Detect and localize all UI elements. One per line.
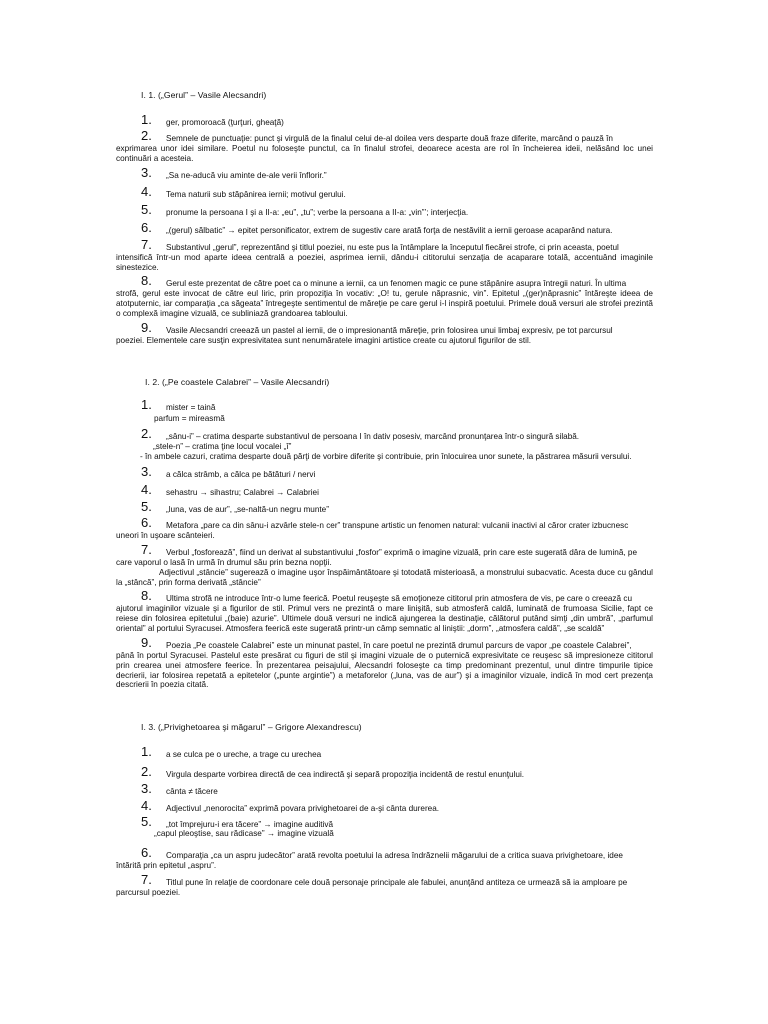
item-number: 3. bbox=[141, 781, 152, 796]
item-text: „sânu-i” – cratima desparte substantivul de persoana I în dativ posesiv, marcând pronunţarea într-o singură silabă. bbox=[166, 432, 580, 441]
item-number: 5. bbox=[141, 499, 152, 514]
item-number: 1. bbox=[141, 112, 152, 127]
item-text: a se culca pe o ureche, a trage cu urechea bbox=[166, 750, 322, 759]
item-text: „tot împrejuru-i era tăcere” → imagine auditivă bbox=[166, 820, 334, 829]
item-text: Poezia „Pe coastele Calabrei” este un minunat pastel, în care poetul ne prezintă drumul parcurs de vapor „pe coastele Calabrei”, bbox=[166, 641, 632, 650]
item-number: 8. bbox=[141, 588, 152, 603]
item-number: 6. bbox=[141, 515, 152, 530]
item-number: 2. bbox=[141, 764, 152, 779]
item-number: 7. bbox=[141, 872, 152, 887]
item-number: 4. bbox=[141, 798, 152, 813]
item-text-continued: întărită prin epitetul „aspru”. bbox=[116, 861, 217, 870]
item-number: 9. bbox=[141, 320, 152, 335]
item-number: 8. bbox=[141, 273, 152, 288]
item-text-continued: poeziei. Elementele care susţin expresivitatea sunt nenumăratele imagini artistice create cu ajutorul figurilor de stil. bbox=[116, 336, 532, 345]
item-text: Virgula desparte vorbirea directă de cea indirectă şi separă propoziţia incidentă de restul enunţului. bbox=[166, 770, 525, 779]
item-text: Tema naturii sub stăpânirea iernii; motivul gerului. bbox=[166, 190, 346, 199]
item-text: „Sa ne-aducă viu aminte de-ale verii înflorir.” bbox=[166, 171, 327, 180]
item-text-continued: Adjectivul „stâncie” sugerează o imagine uşor înspăimântătoare şi totodată misterioasă, a monstrului subacvatic. Acesta duce cu gândul la „stâncă”, prin forma derivată „stâncie” bbox=[116, 568, 653, 587]
item-text: a călca strâmb, a călca pe bătături / nervi bbox=[166, 470, 316, 479]
section-heading: I. 3. („Privighetoarea şi măgarul” – Grigore Alexandrescu) bbox=[141, 722, 362, 732]
item-text: Titlul pune în relaţie de coordonare cele două personaje principale ale fabulei, anunţând antiteza ce urmează să ia amploare pe bbox=[166, 878, 628, 887]
item-text: Semnele de punctuaţie: punct şi virgulă de la finalul celui de-al doilea vers desparte două fraze diferite, marcând o pauză în bbox=[166, 134, 613, 143]
item-number: 6. bbox=[141, 845, 152, 860]
item-text: sehastru → sihastru; Calabrei → Calabriei bbox=[166, 488, 319, 497]
item-extra-line: „capul pleoştise, sau rădicase” → imagine vizuală bbox=[154, 829, 334, 838]
item-number: 4. bbox=[141, 184, 152, 199]
item-number: 7. bbox=[141, 542, 152, 557]
item-number: 1. bbox=[141, 744, 152, 759]
item-number: 1. bbox=[141, 397, 152, 412]
item-number: 9. bbox=[141, 635, 152, 650]
item-text: Ultima strofă ne introduce într-o lume feerică. Poetul reuşeşte să emoţioneze cititorul prin atmosfera de vis, pe care o creează cu bbox=[166, 594, 632, 603]
item-text-continued: exprimarea unor idei similare. Poetul nu foloseşte punctul, ca în finalul strofei, deoarece acesta are rol în încheierea ideii, nelăsând loc unei continuări a acesteia. bbox=[116, 144, 653, 163]
item-text: Metafora „pare ca din sânu-i azvârle stele-n cer” transpune artistic un fenomen natural: vulcanii inactivi al căror crater izbucnesc bbox=[166, 521, 629, 530]
item-text-continued: ajutorul imaginilor vizuale şi a figurilor de stil. Primul vers ne prezintă o mare linişită, sub atmosferă caldă, luminată de frumoasa Sicilie, fapt ce reiese din folosirea epitetului „(baie) azurie”. Ultimele două versuri ne indică ajungerea la destinaţie, călătorul putând simţi „din umbră”, „parfumul oriental” al portului Syracusei. Atmosfera feerică este sugerată printr-un câmp semnatic al liniştii: „dorm”, „atmosfera caldă”, „se scaldă” bbox=[116, 604, 653, 633]
item-text-continued: până în portul Syracusei. Pastelul este presărat cu figuri de stil şi imagini vizuale de o puternică expresivitate ce reuşesc să impresioneze cititorul prin crearea unei atmosfere feerice. În prezentarea peisajului, Alecsandri foloseşte ca timp predominant prezentul, unul dintre timpurile tipice decrierii, iar folosirea repetată a epitetelor („punte argintie”) a metaforelor („luna, vas de aur”) şi a imaginilor vizuale, indică în mod cert prezenţa descrierii în poezia citată. bbox=[116, 651, 653, 690]
item-text-continued: strofă, gerul este invocat de către eul liric, prin propoziţia în vocativ: „O! tu, gerule năprasnic, vin”. Epitetul „(ger)năprasnic” întăreşte ideea de atotputernic, iar comparaţia „ca săgeata” întregeşte sentimentul de măreţie pe care gerul i-l inspiră poetului. Primele două versuri ale strofei prezintă o complexă imagine vizuală, ce subliniază grandoarea tabloului. bbox=[116, 289, 653, 318]
item-text: Adjectivul „nenorocita” exprimă povara privighetoarei de a-şi cânta durerea. bbox=[166, 804, 440, 813]
item-text: Verbul „fosforează”, fiind un derivat al substantivului „fosfor” exprimă o imagine vizuală, prin care este sugerată dâra de lumină, pe bbox=[166, 548, 638, 557]
item-text-continued: intensifică într-un mod aparte ideea centrală a poeziei, asprimea iernii, dându-i cititorului senzaţia de acaparare totală, accentuând imaginile sinestezice. bbox=[116, 253, 653, 272]
item-text: Comparaţia „ca un aspru judecător” arată revolta poetului la adresa îndrăznelii măgarului de a critica suava privighetoare, idee bbox=[166, 851, 623, 860]
item-number: 3. bbox=[141, 165, 152, 180]
item-text-continued: care vaporul o lasă în urmă în drumul său prin bezna nopţii. bbox=[116, 558, 332, 567]
item-text: cânta ≠ tăcere bbox=[166, 787, 218, 796]
item-number: 2. bbox=[141, 426, 152, 441]
item-text: Gerul este prezentat de către poet ca o minune a iernii, ca un fenomen magic ce pune stăpânire asupra întregii naturi. În ultima bbox=[166, 279, 627, 288]
item-number: 4. bbox=[141, 482, 152, 497]
item-text: mister = taină bbox=[166, 403, 216, 412]
section-heading: I. 2. („Pe coastele Calabrei” – Vasile Alecsandri) bbox=[145, 377, 330, 387]
item-number: 6. bbox=[141, 220, 152, 235]
item-number: 2. bbox=[141, 128, 152, 143]
item-extra-line: - în ambele cazuri, cratima desparte două părţi de vorbire diferite şi contribuie, prin înlocuirea unor sunete, la păstrarea măsurii versului. bbox=[140, 452, 632, 461]
item-text: „(gerul) sălbatic” → epitet personificator, extrem de sugestiv care arată forţa de nestăvilit a iernii geroase acaparând natura. bbox=[166, 226, 613, 235]
item-extra-line: parfum = mireasmă bbox=[154, 414, 225, 423]
item-number: 5. bbox=[141, 202, 152, 217]
item-extra-line: „stele-n” – cratima ţine locul vocalei „î” bbox=[153, 442, 292, 451]
item-text: Substantivul „gerul”, reprezentând şi titlul poeziei, nu este pus la întâmplare la începutul fiecărei strofe, ci prin aceasta, poetul bbox=[166, 243, 619, 252]
item-number: 5. bbox=[141, 814, 152, 829]
item-text-continued: uneori în uşoare scânteieri. bbox=[116, 531, 215, 540]
section-heading: I. 1. („Gerul” – Vasile Alecsandri) bbox=[141, 90, 267, 100]
item-number: 3. bbox=[141, 464, 152, 479]
item-number: 7. bbox=[141, 237, 152, 252]
item-text: „luna, vas de aur”, „se-naltă-un negru munte” bbox=[166, 505, 329, 514]
item-text: Vasile Alecsandri creează un pastel al iernii, de o impresionantă măreţie, prin folosirea unui limbaj expresiv, pe tot parcursul bbox=[166, 326, 613, 335]
item-text: pronume la persoana I şi a II-a: „eu”, „tu”; verbe la persoana a II-a: „vin”’; interjecţia. bbox=[166, 208, 469, 217]
item-text-continued: parcursul poeziei. bbox=[116, 888, 181, 897]
item-text: ger, promoroacă (ţurţuri, gheaţă) bbox=[166, 118, 284, 127]
